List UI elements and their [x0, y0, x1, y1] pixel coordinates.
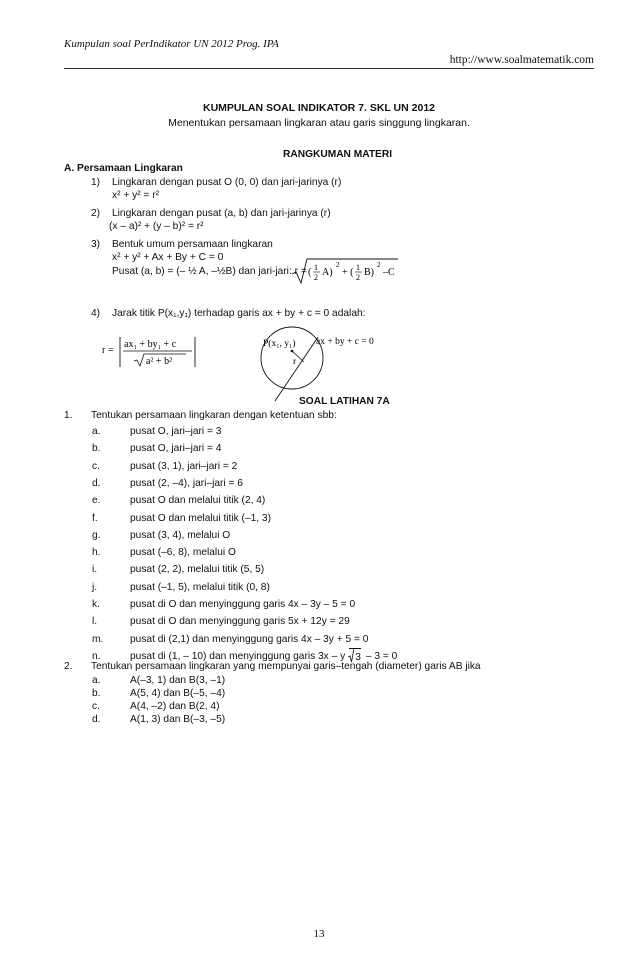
page-title: KUMPULAN SOAL INDIKATOR 7. SKL UN 2012 [202, 102, 435, 114]
materi-2-text: Lingkaran dengan pusat (a, b) dan jari-jarinya (r) [112, 208, 331, 219]
page-number: 13 [313, 928, 325, 940]
radius-exp-1: 2 [336, 261, 340, 269]
q1-text: Tentukan persamaan lingkaran dengan ketentuan sbb: [91, 410, 337, 421]
q1-item-text: pusat di O dan menyinggung garis 5x + 12y = 29 [130, 616, 350, 628]
radius-plus: + ( [342, 267, 354, 278]
header-document-title: Kumpulan soal PerIndikator UN 2012 Prog. IPA [64, 38, 279, 50]
q1-item-letter: k. [92, 599, 100, 610]
q1-item-letter: m. [92, 633, 104, 645]
q1-item-letter: h. [92, 547, 101, 559]
q1-item-text: pusat (3, 1), jari–jari = 2 [130, 460, 238, 472]
page-subtitle: Menentukan persamaan lingkaran atau garis singgung lingkaran. [168, 117, 470, 129]
q1-item-letter: b. [92, 443, 101, 455]
q1-item-text: pusat O, jari–jari = 4 [130, 443, 222, 455]
q2-item-text: A(5, 4) dan B(–5, –4) [130, 688, 226, 699]
q2-text: Tentukan persamaan lingkaran yang mempunyai garis–tengah (diameter) garis AB jika [91, 661, 481, 672]
q1-item-letter: l. [92, 616, 98, 628]
q1-item-tail: – 3 = 0 [365, 650, 398, 662]
q1-item-text: pusat (2, –4), jari–jari = 6 [130, 477, 243, 489]
radius-formula [290, 256, 400, 286]
center-point [291, 350, 294, 353]
radius-label: r [293, 357, 297, 367]
distance-lhs: r = [102, 345, 114, 356]
q1-item-letter: f. [92, 512, 98, 524]
radius-minus-c: –C [383, 267, 395, 278]
distance-numerator: ax₁ + by₁ + c [124, 339, 177, 350]
circle [261, 327, 323, 389]
half-numerator-1: 1 [314, 263, 318, 272]
q1-item-text: pusat di (1, – 10) dan menyinggung garis 3x – y [130, 650, 346, 662]
q2-item-letter: c. [92, 701, 100, 712]
q1-item-text: pusat (–6, 8), melalui O [130, 547, 236, 559]
half-numerator-2: 1 [356, 263, 360, 272]
materi-4-number: 4) [91, 308, 101, 319]
q1-item-text: pusat di (2,1) dan menyinggung garis 4x – 3y + 5 = 0 [130, 633, 369, 645]
q1-item-letter: i. [92, 564, 98, 576]
q1-item-text: pusat di O dan menyinggung garis 4x – 3y – 5 = 0 [130, 599, 356, 610]
half-denominator-2: 2 [356, 273, 360, 282]
radius-exp-2: 2 [377, 261, 381, 269]
materi-3-formula-center: Pusat (a, b) = (– ½ A, –½B) dan jari-jari: r = [112, 266, 307, 277]
materi-2-number: 2) [91, 208, 101, 219]
q1-item-letter: n. [92, 650, 101, 662]
header-website-url: http://www.soalmatematik.com [449, 54, 594, 66]
q2-item-text: A(4, –2) dan B(2, 4) [130, 701, 220, 712]
q1-item-text: pusat O dan melalui titik (–1, 3) [130, 512, 271, 524]
radius-b-term: B) [364, 267, 374, 278]
q1-item-text: pusat O, jari–jari = 3 [130, 426, 222, 437]
distance-formula [100, 333, 210, 373]
radius-a-term: A) [322, 267, 333, 278]
q2-item-text: A(–3, 1) dan B(3, –1) [130, 675, 226, 686]
materi-3-formula: x² + y² + Ax + By + C = 0 [112, 252, 224, 263]
q1-item-letter: j. [92, 581, 98, 593]
q1-item-letter: g. [92, 529, 101, 541]
point-label: P(x₁, y₁) [263, 339, 296, 349]
q1-item-text: pusat (–1, 5), melalui titik (0, 8) [130, 581, 270, 593]
q1-item-letter: e. [92, 495, 101, 507]
q2-number: 2. [64, 661, 73, 672]
q1-item-sqrt: 3 [349, 648, 361, 664]
half-denominator-1: 2 [314, 273, 318, 282]
materi-2-formula: (x – a)² + (y – b)² = r² [109, 221, 204, 232]
q2-item-letter: b. [92, 688, 101, 699]
exercise-heading: SOAL LATIHAN 7A [299, 396, 390, 407]
q1-item-letter: d. [92, 477, 101, 489]
q1-item-letter: c. [92, 460, 100, 472]
q1-number: 1. [64, 410, 73, 421]
q1-item-text: pusat (3, 4), melalui O [130, 529, 231, 541]
materi-4-text: Jarak titik P(x₁,y₁) terhadap garis ax + by + c = 0 adalah: [112, 308, 366, 319]
q1-item-text: pusat O dan melalui titik (2, 4) [130, 495, 266, 507]
materi-3-number: 3) [91, 239, 101, 250]
header-divider [64, 68, 594, 69]
materi-1-text: Lingkaran dengan pusat O (0, 0) dan jari-jarinya (r) [112, 177, 342, 188]
materi-1-formula: x² + y² = r² [112, 190, 159, 201]
q1-item-text: pusat (2, 2), melalui titik (5, 5) [130, 564, 265, 576]
q2-item-text: A(1, 3) dan B(–3, –5) [130, 714, 226, 725]
line-label: ax + by + c = 0 [316, 337, 374, 347]
q2-item-letter: a. [92, 675, 101, 686]
section-a-heading: A. Persamaan Lingkaran [64, 163, 183, 174]
distance-denominator: a² + b² [146, 356, 173, 367]
q1-item-letter: a. [92, 426, 101, 437]
radius-paren-open: ( [308, 267, 312, 278]
materi-3-text: Bentuk umum persamaan lingkaran [112, 239, 273, 250]
q2-item-letter: d. [92, 714, 101, 725]
materi-1-number: 1) [91, 177, 101, 188]
summary-heading: RANGKUMAN MATERI [283, 149, 393, 160]
tangent-circle-diagram [255, 325, 395, 405]
